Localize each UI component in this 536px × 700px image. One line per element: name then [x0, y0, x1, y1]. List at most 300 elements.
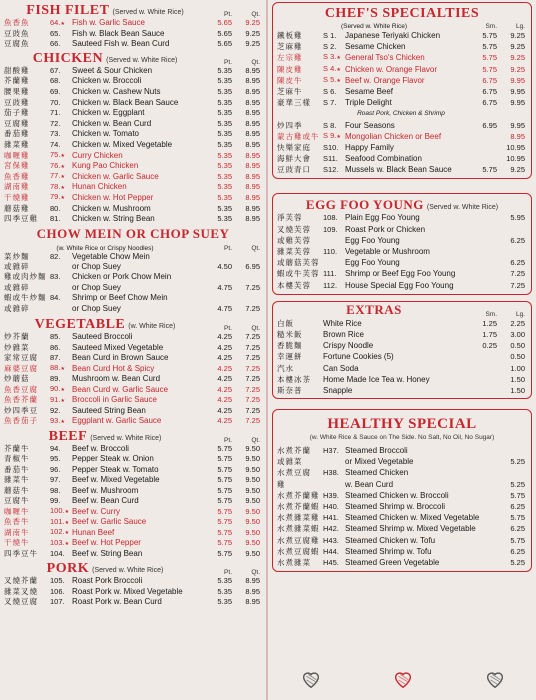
item-price-price: 6.25 — [510, 502, 525, 511]
column-header: Qt. — [251, 244, 260, 252]
menu-item — [0, 444, 266, 455]
item-number: 87. — [50, 353, 61, 363]
item-name: Egg Foo Young — [345, 258, 400, 268]
menu-item — [273, 318, 531, 329]
menu-item — [0, 332, 266, 343]
section-header — [0, 50, 266, 66]
menu-item — [0, 385, 266, 396]
item-name: Plain Egg Foo Young — [345, 213, 420, 223]
section-header — [0, 427, 266, 444]
item-name: Eggplant w. Garlic Sauce — [72, 416, 162, 426]
item-price-pt: 4.25 — [217, 384, 232, 394]
menu-item — [0, 597, 266, 608]
item-chinese-name: 湖南牛 — [4, 527, 30, 537]
item-number: H39. — [323, 490, 339, 500]
item-chinese-name: 炒芥蘭 — [4, 332, 30, 342]
item-number: 70. — [50, 97, 61, 107]
spicy-icon: ★ — [60, 366, 65, 373]
healthy-special-box — [272, 409, 532, 572]
menu-item — [0, 272, 266, 282]
spicy-icon: ★ — [64, 540, 70, 547]
section-title — [6, 316, 204, 332]
column-header: Pt. — [224, 569, 232, 577]
item-price-pt: 5.35 — [217, 97, 232, 107]
menu-item — [0, 204, 266, 215]
item-chinese-name: 蘑菇牛 — [4, 485, 30, 495]
item-chinese-name: 白飯 — [277, 318, 294, 328]
menu-item — [0, 304, 266, 314]
item-chinese-name: 湖南雞 — [4, 182, 30, 192]
item-name: Hunan Chicken — [72, 182, 127, 192]
item-name: Mushroom w. Bean Curd — [72, 374, 161, 384]
heart-icon — [300, 668, 322, 690]
column-header: Pt. — [224, 11, 232, 18]
section-title-text: EGG FOO YOUNG — [305, 197, 424, 213]
item-name: Chicken w. Mixed Vegetable — [72, 139, 173, 149]
item-number: 112. — [323, 280, 338, 290]
item-number: H43. — [323, 535, 339, 545]
spicy-icon: ★ — [64, 519, 70, 526]
item-number: H37. — [323, 446, 339, 456]
menu-item — [0, 252, 266, 262]
item-price-pt: 5.35 — [217, 586, 232, 596]
item-chinese-name: 腰果雞 — [4, 86, 30, 96]
menu-item — [273, 86, 531, 97]
item-chinese-name: 豪華三樣 — [277, 98, 311, 108]
menu-item — [0, 151, 266, 162]
item-chinese-name: 番茄牛 — [4, 464, 30, 474]
item-number: 107. — [50, 597, 65, 607]
section-note: (Served w. White Rice) — [340, 23, 408, 30]
item-chinese-name: 水煮豆腐 — [277, 468, 311, 478]
item-number: S 6. — [323, 86, 337, 96]
menu-item — [0, 496, 266, 507]
item-price-qt: 7.25 — [245, 353, 260, 363]
menu-item — [273, 97, 531, 108]
item-name: or Mixed Vegetable — [345, 457, 414, 467]
menu-item — [273, 467, 531, 478]
item-price-pt: 5.35 — [217, 129, 232, 139]
item-chinese-name: 咖喱牛 — [4, 506, 30, 516]
item-number: 111. — [323, 269, 337, 279]
item-price-price: 5.95 — [510, 213, 525, 223]
item-name: Roast Pork or Chicken — [345, 224, 426, 234]
item-price-pt: 4.25 — [217, 363, 232, 373]
item-price-pt: 4.25 — [217, 332, 232, 342]
item-number: 110. — [323, 247, 338, 256]
item-number: S 2. — [323, 42, 337, 52]
item-price-pt: 5.75 — [217, 454, 232, 464]
item-chinese-name: 幸運餅 — [277, 352, 303, 362]
item-number: 69. — [50, 86, 61, 96]
item-price-pt: 5.75 — [217, 475, 232, 485]
menu-item — [273, 257, 531, 268]
menu-item — [273, 30, 531, 41]
item-price-pt: 5.75 — [217, 464, 232, 474]
item-name: Curry Chicken — [72, 150, 123, 160]
item-price-qt: 8.95 — [245, 118, 260, 128]
item-price-pt: 5.35 — [217, 65, 232, 75]
item-number-text: 102. — [50, 527, 65, 537]
item-price-qt: 7.25 — [245, 363, 260, 373]
item-name: Chicken w. Mushroom — [72, 203, 151, 213]
section-note: (Served w. White Rice) — [112, 9, 184, 16]
menu-item — [0, 343, 266, 354]
item-price-qt: 8.95 — [245, 129, 260, 139]
menu-item — [0, 406, 266, 417]
item-name: Chicken w. Cashew Nuts — [72, 86, 161, 96]
item-name: Steamed Shrimp w. Broccoli — [345, 502, 446, 511]
item-chinese-name: 豆豉青口 — [277, 165, 311, 175]
item-price-price: 6.25 — [510, 524, 525, 534]
item-price-sm: 1.25 — [482, 318, 497, 328]
item-price-sm: 5.75 — [482, 64, 497, 74]
item-price-pt: 5.35 — [217, 161, 232, 171]
item-name: Bean Curd w. Garlic Sauce — [72, 384, 169, 394]
item-chinese-name: 豆腐魚 — [4, 39, 30, 49]
item-name: Steamed Chicken — [345, 468, 409, 478]
menu-item — [0, 214, 266, 225]
item-name: Chicken w. Broccoli — [72, 76, 142, 86]
item-chinese-name: 香脆麵 — [277, 341, 303, 351]
item-name: Chicken w. Eggplant — [72, 108, 145, 118]
item-name: Hunan Beef — [72, 527, 115, 537]
section-title — [6, 2, 204, 18]
item-number: 86. — [50, 342, 61, 352]
item-chinese-name: 水煮芥蘭 — [277, 446, 311, 456]
item-number-wrap — [50, 363, 72, 375]
item-chinese-name: 咖喱雞 — [4, 150, 30, 160]
item-price-lg: 10.95 — [506, 142, 525, 152]
item-price-price: 7.25 — [510, 269, 525, 279]
spicy-icon: ★ — [336, 133, 341, 140]
item-name: Beef w. Mixed Vegetable — [72, 475, 160, 485]
item-name: Vegetable Chow Mein — [72, 251, 150, 261]
menu-item — [273, 456, 531, 467]
item-name: Home Made Ice Tea w. Honey — [323, 374, 430, 384]
spicy-icon: ★ — [60, 418, 65, 425]
item-name: Brown Rice — [323, 329, 364, 339]
item-chinese-name: 魚香魚 — [4, 18, 30, 27]
menu-item — [0, 549, 266, 560]
item-chinese-name: 水煮芥蘭蝦 — [277, 502, 320, 511]
left-column — [0, 0, 266, 608]
item-chinese-name: 菜炒麵 — [4, 251, 30, 261]
menu-item — [273, 64, 531, 75]
item-price-qt: 8.95 — [245, 97, 260, 107]
item-price-pt: 4.25 — [217, 342, 232, 352]
item-number: 73. — [50, 129, 61, 139]
section-title-text: CHICKEN — [32, 50, 104, 66]
item-price-qt: 9.50 — [245, 454, 260, 464]
item-name: Roast Pork Broccoli — [72, 576, 143, 586]
spicy-icon: ★ — [60, 174, 65, 181]
item-price-pt: 5.35 — [217, 150, 232, 160]
item-name: Egg Foo Young — [345, 235, 400, 245]
column-header: Sm. — [485, 310, 497, 318]
item-name: Fortune Cookies (5) — [323, 352, 394, 362]
item-number-text: 88. — [50, 363, 61, 373]
item-price-qt: 8.95 — [245, 576, 260, 586]
section-note: (w. White Rice) — [128, 323, 176, 331]
item-number: 94. — [50, 443, 61, 453]
item-chinese-name: 雞或肉炒麵 — [4, 272, 47, 282]
item-chinese-name: 水煮豆腐蝦 — [277, 546, 320, 556]
spicy-icon: ★ — [60, 397, 65, 404]
column-header: Pt. — [224, 325, 232, 333]
item-number-wrap — [50, 416, 72, 428]
menu-item — [273, 501, 531, 512]
item-chinese-name: 干燒雞 — [4, 192, 30, 202]
item-price-qt: 7.25 — [245, 395, 260, 405]
item-chinese-name: 茄子雞 — [4, 108, 30, 118]
section-title-text: BEEF — [48, 428, 88, 444]
item-price-qt: 9.50 — [245, 496, 260, 506]
menu-item — [0, 193, 266, 204]
menu-item — [273, 385, 531, 396]
heart-icon — [392, 668, 414, 690]
menu-item — [273, 512, 531, 523]
item-price-price: 6.25 — [510, 546, 525, 556]
item-price-pt: 5.35 — [217, 76, 232, 86]
item-price-qt: 7.25 — [245, 303, 260, 313]
item-chinese-name: 陳皮牛 — [277, 75, 303, 85]
section-title-text: EXTRAS — [346, 301, 402, 317]
item-price-pt: 5.35 — [217, 171, 232, 181]
item-name: Sauteed Mixed Vegetable — [72, 342, 164, 352]
menu-item — [273, 235, 531, 246]
item-price-sm: 5.75 — [482, 31, 497, 40]
item-chinese-name: 本樓芙蓉 — [277, 280, 311, 290]
item-chinese-name: 甜酸雞 — [4, 65, 30, 75]
item-name: Sesame Beef — [345, 86, 394, 96]
menu-item — [273, 546, 531, 557]
menu-item — [0, 161, 266, 172]
spicy-icon: ★ — [60, 195, 65, 202]
item-price-qt: 8.95 — [245, 161, 260, 171]
item-name: House Special Egg Foo Young — [345, 280, 454, 290]
item-name: Chicken w. Bean Curd — [72, 118, 152, 128]
menu-item — [0, 87, 266, 98]
item-name: or Chop Suey — [72, 262, 121, 272]
menu-item — [0, 182, 266, 193]
item-name: Beef w. Curry — [72, 506, 121, 516]
item-name: Broccoli in Garlic Sauce — [72, 395, 157, 405]
item-name: Four Seasons — [345, 120, 395, 130]
item-name: Chicken w. Garlic Sauce — [72, 171, 159, 181]
item-price-qt: 7.25 — [245, 282, 260, 292]
item-price-qt: 8.95 — [245, 192, 260, 202]
item-price-qt: 9.50 — [245, 538, 260, 548]
item-number: 106. — [50, 586, 65, 596]
item-name: Chicken or Pork Chow Mein — [72, 272, 172, 282]
item-price-pt: 5.65 — [217, 28, 232, 38]
menu-item — [0, 283, 266, 293]
item-price-pt: 4.25 — [217, 395, 232, 405]
item-chinese-name: 雜菜叉燒 — [4, 586, 38, 596]
extras-box — [272, 301, 532, 399]
menu-item — [0, 486, 266, 497]
item-price-price: 5.25 — [510, 557, 525, 567]
section-header — [273, 301, 531, 318]
section-title — [6, 428, 204, 444]
menu-item — [273, 523, 531, 534]
item-chinese-name: 芥蘭雞 — [4, 76, 30, 86]
item-price-qt: 8.95 — [245, 171, 260, 181]
section-note: (Served w. White Rice) — [90, 434, 162, 442]
item-number-text: 100. — [50, 506, 65, 516]
column-header: Qt. — [251, 325, 260, 333]
menu-item — [273, 212, 531, 223]
menu-item — [273, 164, 531, 175]
item-price-sm: 6.95 — [482, 120, 497, 130]
item-number-text: 76. — [50, 160, 61, 170]
menu-item — [273, 246, 531, 257]
column-header: Lg. — [515, 310, 525, 318]
item-number: H38. — [323, 468, 339, 478]
item-name: Chicken w. Orange Flavor — [345, 64, 438, 74]
item-price-qt: 9.50 — [245, 485, 260, 495]
item-price-pt: 5.65 — [217, 18, 232, 27]
item-chinese-name: 青椒牛 — [4, 454, 30, 464]
item-number: H45. — [323, 557, 339, 567]
item-price-qt: 9.50 — [245, 475, 260, 485]
item-chinese-name: 水煮芥蘭雞 — [277, 490, 320, 500]
section-note: (w. White Rice or Crispy Noodles) — [56, 244, 154, 252]
column-header: Qt. — [251, 436, 260, 444]
menu-item — [273, 142, 531, 153]
item-number: H42. — [323, 524, 339, 534]
item-name: Chicken w. Hot Pepper — [72, 192, 154, 202]
item-chinese-name: 麻婆豆腐 — [4, 363, 38, 373]
item-number-text: 77. — [50, 171, 61, 181]
item-number-text: 90. — [50, 384, 61, 394]
menu-item — [273, 374, 531, 385]
item-number: H44. — [323, 546, 339, 556]
item-price-sm: 1.75 — [482, 329, 497, 339]
item-chinese-name: 四季豆牛 — [4, 548, 38, 558]
item-chinese-name: 蝦或牛芙蓉 — [277, 269, 320, 279]
item-chinese-name: 炒雜菜 — [4, 342, 30, 352]
item-price-lg: 9.25 — [510, 165, 525, 175]
item-name: Beef w. Broccoli — [72, 443, 129, 453]
section-title-text: PORK — [46, 561, 90, 577]
item-name: Steamed Chicken w. Broccoli — [345, 490, 449, 500]
item-chinese-name: 魚香牛 — [4, 517, 30, 527]
item-price-pt: 5.75 — [217, 496, 232, 506]
item-chinese-name: 或雜碎 — [4, 262, 30, 272]
item-price-lg: 10.95 — [506, 154, 525, 164]
section-header — [0, 559, 266, 576]
item-name: Chicken w. String Bean — [72, 214, 155, 224]
item-price-lg: 9.95 — [510, 86, 525, 96]
section-title-text: VEGETABLE — [34, 317, 126, 333]
item-name: Steamed Shrimp w. Mixed Vegetable — [345, 524, 476, 534]
item-number-text: 91. — [50, 394, 61, 404]
item-name: Triple Delight — [345, 98, 392, 108]
item-number-wrap — [50, 395, 72, 407]
menu-item — [273, 41, 531, 52]
menu-item — [0, 374, 266, 385]
menu-item — [0, 353, 266, 364]
item-chinese-name: 四季豆雞 — [4, 214, 38, 224]
menu-item — [273, 490, 531, 501]
menu-item — [0, 364, 266, 375]
item-price-lg: 9.95 — [510, 98, 525, 108]
item-name: Kung Pao Chicken — [72, 161, 139, 171]
item-name: Steamed Chicken w. Mixed Vegetable — [345, 513, 480, 523]
item-price-pt: 5.75 — [217, 443, 232, 453]
section-title-text: HEALTHY SPECIAL — [327, 416, 477, 433]
item-chinese-name: 雜菜芙蓉 — [277, 247, 311, 256]
item-chinese-name: 或蘑菇芙蓉 — [277, 258, 320, 268]
spicy-icon: ★ — [64, 530, 70, 537]
item-chinese-name: 炒四季豆 — [4, 405, 38, 415]
section-title — [6, 50, 204, 66]
section-note: (Served w. White Rice) — [426, 204, 499, 212]
item-price-qt: 7.25 — [245, 405, 260, 415]
item-name: Fish w. Garlic Sauce — [72, 18, 145, 27]
item-number: 66. — [50, 39, 61, 49]
section-title — [273, 198, 531, 212]
item-price-pt: 5.35 — [217, 192, 232, 202]
item-number: 85. — [50, 332, 61, 342]
item-price-qt: 8.95 — [245, 76, 260, 86]
item-chinese-name: 汽水 — [277, 363, 294, 373]
item-number-wrap — [50, 18, 72, 30]
item-chinese-name: 叉燒芥蘭 — [4, 576, 38, 586]
heart-icon — [484, 668, 506, 690]
item-price-pt: 5.65 — [217, 39, 232, 49]
menu-item — [273, 224, 531, 235]
item-price-qt: 9.50 — [245, 527, 260, 537]
item-price-price: 5.75 — [510, 513, 525, 523]
item-name: or Chop Suey — [72, 303, 121, 313]
item-chinese-name: 蘑菇雞 — [4, 203, 30, 213]
item-number-text: S 4. — [323, 63, 337, 73]
item-price-pt: 4.25 — [217, 405, 232, 415]
item-name: Crispy Noodle — [323, 341, 374, 351]
item-chinese-name: 番茄雞 — [4, 129, 30, 139]
item-name: Steamed Chicken w. Tofu — [345, 535, 436, 545]
item-price-lg: 9.25 — [510, 53, 525, 63]
right-column — [268, 0, 536, 572]
item-price-qt: 8.95 — [245, 214, 260, 224]
item-price-qt: 8.95 — [245, 182, 260, 192]
menu-item — [273, 153, 531, 164]
section-title-text: CHEF'S SPECIALTIES — [324, 6, 480, 21]
section-pork — [0, 559, 266, 608]
item-price-lg: 9.25 — [510, 64, 525, 74]
menu-item — [0, 465, 266, 476]
menu-item — [0, 66, 266, 77]
menu-item — [0, 395, 266, 406]
item-price-qt: 6.95 — [245, 262, 260, 272]
item-name: Fish w. Black Bean Sauce — [72, 28, 165, 38]
menu-item — [0, 172, 266, 183]
item-chinese-name: 海鮮大會 — [277, 154, 311, 164]
item-chinese-name: 或雜碎 — [4, 303, 30, 313]
item-number: 96. — [50, 464, 61, 474]
item-chinese-name: 魚香芥蘭 — [4, 395, 38, 405]
column-header: Qt. — [251, 11, 260, 18]
menu-item — [0, 293, 266, 303]
section-subheader — [0, 241, 266, 252]
item-price-sm: 5.75 — [482, 53, 497, 63]
spicy-icon: ★ — [60, 153, 65, 160]
item-name: Chicken w. Tomato — [72, 129, 139, 139]
section-title — [6, 560, 204, 576]
